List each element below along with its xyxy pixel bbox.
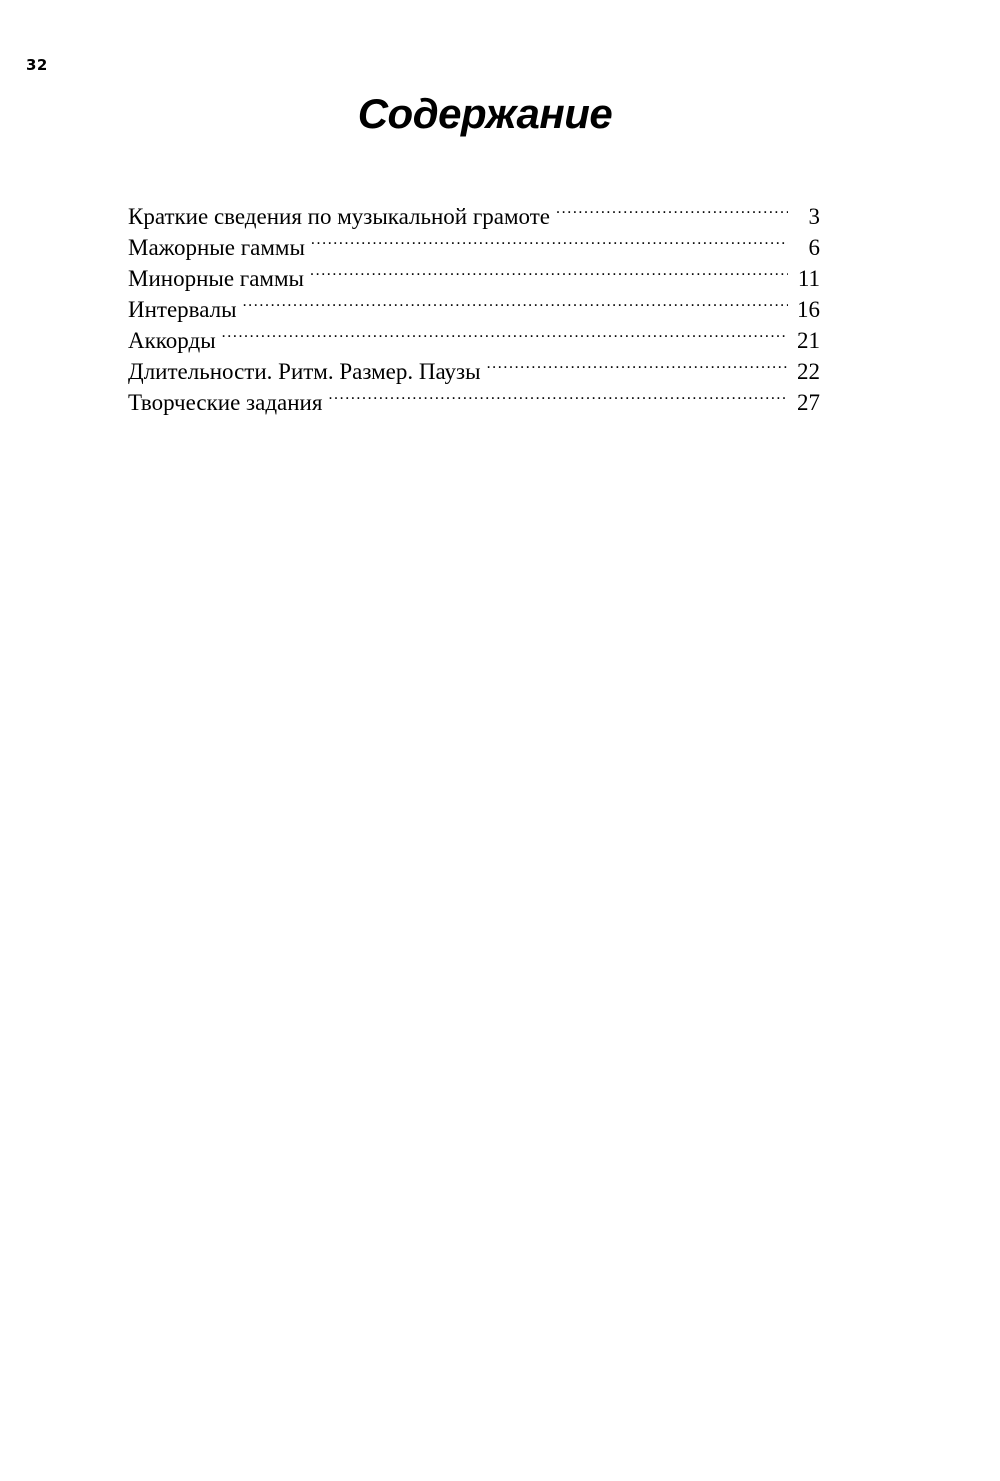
toc-entry-page: 21 [797, 328, 820, 353]
toc-entry-title: Минорные гаммы [128, 266, 304, 291]
page-title: Содержание [357, 90, 613, 137]
toc-entry-page: 16 [797, 297, 820, 322]
toc-entry-title: Длительности. Ритм. Размер. Паузы [128, 359, 481, 384]
toc-entry-title: Творческие задания [128, 390, 323, 415]
page-number: 32 [26, 56, 48, 74]
toc-entry-page: 6 [808, 235, 820, 260]
toc-dot-leader [556, 193, 788, 224]
toc-dot-leader [243, 286, 788, 317]
toc-entry-title: Аккорды [128, 328, 216, 353]
toc-entry-title: Краткие сведения по музыкальной грамоте [128, 204, 551, 229]
toc-entry[interactable] [128, 317, 820, 353]
toc-entry-page: 22 [797, 359, 820, 384]
toc-entry-title: Интервалы [128, 297, 237, 322]
toc-entry[interactable] [128, 348, 820, 384]
toc-entry-page: 27 [797, 390, 820, 415]
toc-dot-leader [310, 255, 788, 286]
toc-entry-page: 3 [808, 204, 820, 229]
toc-dot-leader [328, 379, 788, 410]
table-of-contents [128, 193, 820, 415]
toc-dot-leader [311, 224, 788, 255]
toc-entry-title: Мажорные гаммы [128, 235, 305, 260]
toc-entry-page: 11 [797, 266, 820, 291]
toc-dot-leader [222, 317, 788, 348]
toc-dot-leader [487, 348, 788, 379]
toc-entry[interactable] [128, 193, 820, 229]
